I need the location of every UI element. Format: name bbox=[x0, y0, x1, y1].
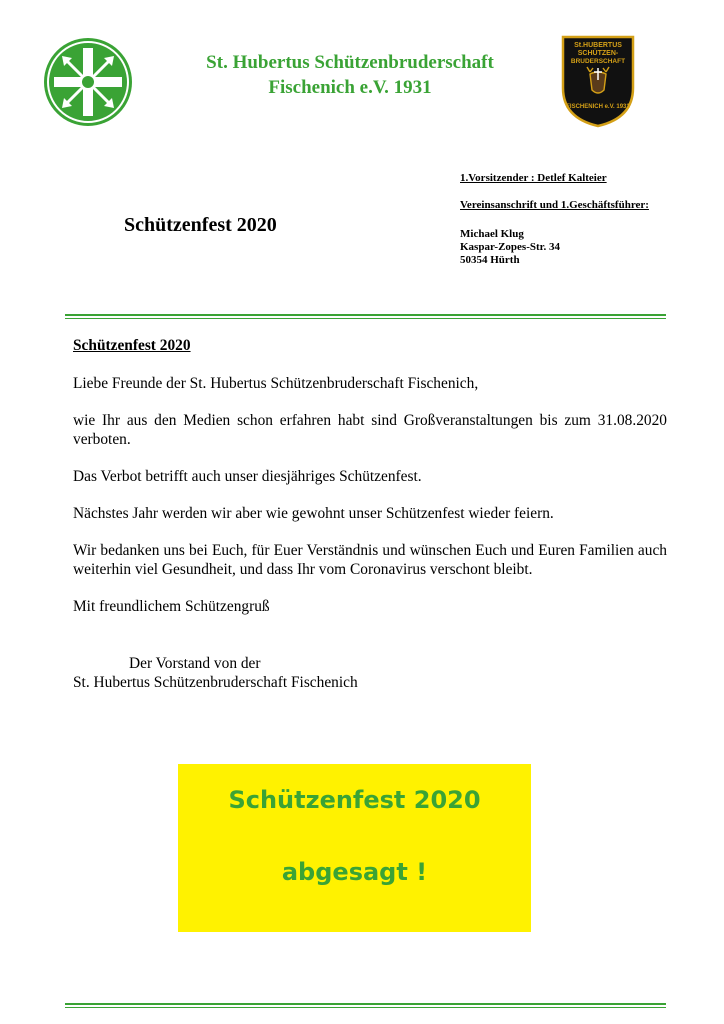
letter-paragraph-3: Nächstes Jahr werden wir aber wie gewohnt unser Schützenfest wieder feiern. bbox=[73, 505, 554, 522]
club-badge-right bbox=[560, 34, 636, 128]
signature-line-1: Der Vorstand von der bbox=[129, 655, 261, 672]
badge-text-bottom: FISCHENICH e.V. 1931 bbox=[566, 104, 630, 110]
contact-block bbox=[460, 172, 649, 267]
contact-street: Kaspar-Zopes-Str. 34 bbox=[460, 241, 561, 253]
letter-greeting: Liebe Freunde der St. Hubertus Schützenbruderschaft Fischenich, bbox=[73, 375, 479, 392]
banner-line-2: abgesagt ! bbox=[281, 858, 428, 886]
letter-paragraph-1: wie Ihr aus den Medien schon erfahren habt sind Großveranstaltungen bis zum 31.08.2020 verboten. bbox=[73, 412, 667, 448]
letter-body bbox=[73, 336, 667, 692]
signature-block bbox=[73, 654, 667, 692]
letter-closing: Mit freundlichem Schützengruß bbox=[73, 598, 270, 615]
organization-title bbox=[140, 50, 560, 100]
contact-city: 50354 Hürth bbox=[460, 254, 520, 266]
badge-text-top-2: SCHÜTZEN- bbox=[577, 50, 619, 57]
signature-line-2: St. Hubertus Schützenbruderschaft Fischenich bbox=[73, 674, 358, 691]
badge-text-top-1: St.HUBERTUS bbox=[574, 42, 622, 49]
divider-bottom bbox=[65, 1003, 666, 1008]
organization-title-line2: Fischenich e.V. 1931 bbox=[268, 77, 432, 98]
club-logo-left bbox=[42, 36, 134, 128]
page-title: Schützenfest 2020 bbox=[124, 214, 277, 236]
address-label: Vereinsanschrift und 1.Geschäftsführer: bbox=[460, 199, 649, 211]
banner-line-1: Schützenfest 2020 bbox=[228, 786, 481, 814]
letter-paragraph-4: Wir bedanken uns bei Euch, für Euer Verständnis und wünschen Euch und Euren Familien auch weiterhin viel Gesundheit, und dass Ihr vom Coronavirus verschont bleibt. bbox=[73, 542, 667, 578]
contact-name: Michael Klug bbox=[460, 228, 524, 240]
chair-line: 1.Vorsitzender : Detlef Kalteier bbox=[460, 172, 607, 184]
cancellation-banner bbox=[178, 764, 531, 932]
organization-title-line1: St. Hubertus Schützenbruderschaft bbox=[206, 52, 494, 73]
letter-subject: Schützenfest 2020 bbox=[73, 337, 191, 354]
badge-text-top-3: BRUDERSCHAFT bbox=[570, 58, 626, 65]
divider-top bbox=[65, 314, 666, 319]
letter-paragraph-2: Das Verbot betrifft auch unser diesjähriges Schützenfest. bbox=[73, 468, 422, 485]
